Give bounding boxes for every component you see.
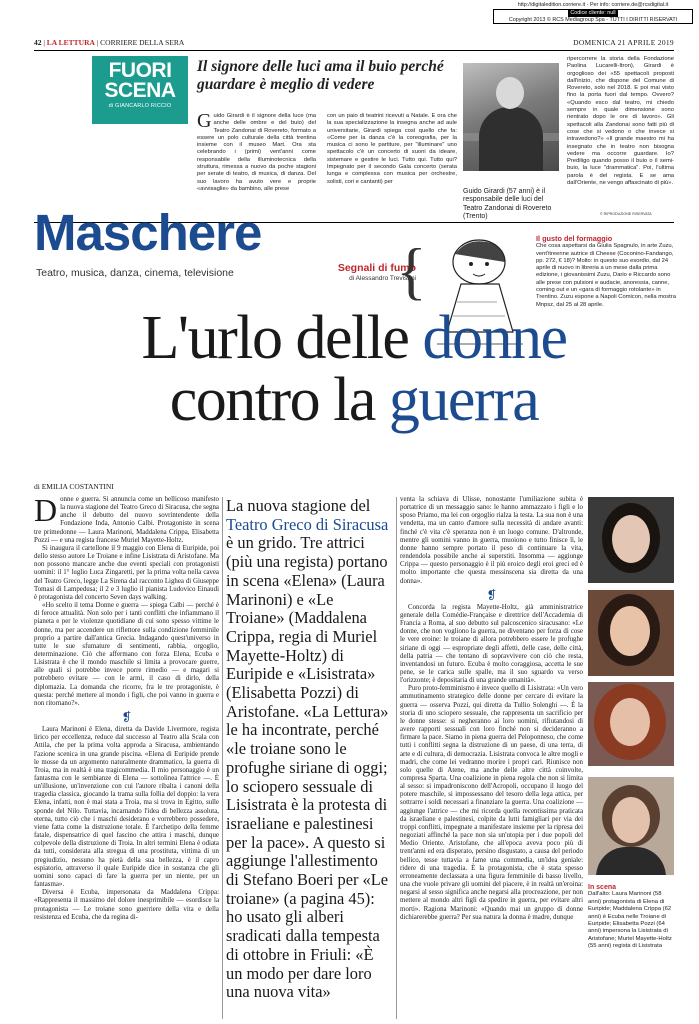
fuori-scena-column-3: ripercorrere la storia della Fondazione Paolina Lucarelli-Itron), Girardi è orgoglioso dei «55 spettacoli proposti dall'inizio, che dispone del Comune di Rovereto, solo nel 2018. E poi mai visto fino la porta fuori dal tempo. Ovvero? «Quando esco dal teatro, mi chiedo sempre in quale dimensione sono rientrato dopo le ore di lavoro». Gli spettacoli alla Zandonai sono fatti più di cose che si vedono o che invece si intravedono?» «Il grande maestro mi ha insegnato che in teatro non bisogna vedere ma occorre guardare. Io? Prediligo quando posso il buio o il semi-buio, la luce "drammatica". Poi, l'ultima parola è del regista. E se ama dall'Oriente, ne vengo affascinato di più». — [567, 56, 674, 187]
brace-icon: { — [396, 235, 427, 306]
fuori-scena-author: di GIANCARLO RICCIO — [108, 103, 172, 109]
paragraph: Si inaugura il cartellone il 9 maggio con Elena di Euripide, poi dello stesso autore Le Troiane e infine Lisistrata di Aristofane. Ma non possono mancare anche due eventi speciali con protagonisti uomini: il 1° luglio Luca Zingaretti, per la prima volta nella cavea del Teatro Greco, legge La Sirena dal racconto Lighea di Giuseppe Tomasi di Lampedusa; il 2 e 3 luglio il pianista Ludovico Einaudi è protagonista del concerto Seven days walking. — [34, 544, 219, 601]
photo-caption-title: In scena — [588, 884, 617, 891]
gusto-title: Il gusto del formaggio — [536, 234, 613, 243]
fuori-scena-column-2: con un paio di teatrini ricevuti a Natale. E ora che la sua specializzazione la insegna anche ad aule universitarie, Girardi spiega così quello che fa: «Come per la danza c'è la coreografia, per la musica ci sono le partiture, per "illuminare" uno spettacolo c'è un concerto di suoni da ideare, sistemare e gestire le luci. Tutto qui. Tutto qui? Impegnato per il secondo Gala concerto (serata lunga e complessa con musica per orchestre, solisti, cori e cantanti) per — [327, 113, 457, 185]
column-rule — [222, 497, 223, 1019]
fuori-scena-text-1: uido Girardi è il signore della luce (ma anche delle ombre e del buio) del Teatro Zandonai di Rovereto, formato a essere un polo culturale della città trentina insieme con il museo Mart. Ora sta celebrando i (primi) vent'anni come responsabile della illuminotecnica della struttura, rimessa a nuovo da poche stagioni per serate di teatro, di musica, di danza. Del suo lavoro ha avuto vere e proprie «avvisaglie» da bambino, alle prese — [197, 113, 316, 192]
stamp-copyright: Copyright 2013 © RCS Mediagroup Spa - TUTTI I DIRITTI RISERVATI — [508, 16, 678, 23]
intro-highlight: Teatro Greco di Siracusa — [226, 514, 389, 534]
maschere-title: Maschere — [34, 204, 262, 261]
fuori-scena-title-2: SCENA — [104, 79, 176, 102]
article-column-3 — [400, 496, 583, 922]
byline: di EMILIA COSTANTINI — [34, 482, 114, 491]
copyright-stamp — [493, 2, 693, 24]
fuori-scena-box — [92, 56, 188, 124]
article-title — [34, 304, 674, 434]
paragraph: Concorda la regista Mayette-Holtz, già amministratrice generale della Comédie-Française e direttrice dell'Accademia di Francia a Roma, al suo debutto sul palcoscenico siracusano: «Le donne, che non vogliono la guerra, ne diventano per forza di cose le vere eroine: le troiane di allora potrebbero essere le profughe siriane di oggi — espropriate degli affetti, delle case, delle città, della patria — che tentano di sopravvivere con ciò che resta, inventandosi un futuro. Ecuba è molto coraggiosa, accetta le sue pene, se le carica sulle spalle, ma il suo sguardo va verso l'orizzonte; è depositaria di una grande umanità». — [400, 603, 583, 685]
fuori-scena-headline: Il signore delle luci ama il buio perché guardare è meglio di vedere — [197, 58, 444, 93]
maschere-subtitle: Teatro, musica, danza, cinema, televisione — [36, 267, 234, 279]
paragraph: Diversa è Ecuba, impersonata da Maddalena Crippa: «Rappresenta il massimo del dolore inesprimibile — esordisce la protagonista — Le troiane sono guerriere della vita e della resistenza ed Ecuba, che da regina di- — [34, 889, 219, 921]
gusto-box — [536, 235, 676, 309]
photo-caption-text: Dall'alto: Laura Marinoni (58 anni) protagonista di Elena di Euripide; Maddalena Crippa (62 anni) è Ecuba nelle Troiane di Euripide; Elisabetta Pozzi (64 anni) impersona la Lisistrata di Aristofane; Muriel Mayette-Holtz (55 anni) regista di Lisistrata — [588, 891, 672, 950]
intro-text-1: La nuova stagione del — [226, 496, 371, 515]
issue-date: DOMENICA 21 APRILE 2019 — [573, 38, 674, 47]
crippa-photo — [588, 590, 674, 676]
stamp-code: Codice cliente: null — [570, 10, 616, 17]
girardi-photo — [463, 63, 559, 171]
stamp-url: http://digitaledition.corriere.it - Per info: corriere.de@rcsdigital.it — [517, 2, 669, 8]
article-drop-cap: D — [34, 492, 58, 528]
title-part-2: contro la — [169, 366, 389, 434]
section-name: LA LETTURA — [46, 38, 95, 47]
header-rule — [34, 50, 674, 51]
column-rule — [396, 497, 397, 1019]
segnali-author: di Alessandro Trevisani — [349, 275, 416, 282]
segnali-title: Segnali di fumo — [337, 262, 416, 274]
paragraph: venta la schiava di Ulisse, nonostante l'umiliazione subita è portatrice di un messaggio sano: le hanno ammazzato i figli e lo sposo Priamo, ma lei con orgoglio rialza la testa. La sua non è una vendetta, ma un canto d'amore sulla necessità di andare avanti: finché c'è vita c'è speranza non è un luogo comune. D'altronde, mentre gli uomini vanno in guerra, muoiono e tutto finisce lì, le donne hanno sempre portato il peso di continuare la vita, rendendola possibile anche ai superstiti. Insomma — aggiunge Crippa — questo personaggio è il più eroico degli eroi greci ed è molto importante che questa messinscena sia diretta da una donna». — [400, 496, 583, 585]
stamp-box — [493, 9, 693, 24]
paragraph-text: onne e guerra. Si annuncia come un bellicoso manifesto la nuova stagione del Teatro Greco di Siracusa, che segna anche il debutto del nuovo sovrintendente della Fondazione Inda, Antonio Calbi. Protagoniste in scena tre primedonne — Laura Marinoni, Maddalena Crippa, Elisabetta Pozzi — e una regista francese Muriel Mayette-Holtz. — [34, 496, 219, 544]
paragraph — [34, 492, 219, 545]
page-number: 42 — [34, 38, 42, 47]
article-column-1 — [34, 492, 219, 922]
girardi-caption: Guido Girardi (57 anni) è il responsabile delle luci del Teatro Zandonai di Rovereto (Trento) — [463, 188, 552, 220]
marinoni-photo — [588, 497, 674, 583]
paragraph: Puro proto-femminismo è invece quello di Lisistrata: «Un vero ammutinamento strategico delle donne per cercare di evitare la guerra — osserva Pozzi, qui diretta da Tullio Solenghi —. È la storia di uno sciopero sessuale, che rappresenta un sacrificio per le donne stesse: si negheranno ai loro uomini, rifiutandosi di avere rapporti sessuali con loro finché non si decideranno a firmare la pace. Siamo in piena guerra del Peloponneso, che come tutti i conflitti segna la distruzione di un paese, di una terra, di arte e di cultura, di democrazia. Lisistrata convoca le altre mogli e madri, che come lei vedranno morire i propri cari. Riunisce non solo quelle di Atene, ma anche delle altre città coinvolte, compresa Sparta. Una coalizione in piena regola che non si limita al sesso: si impadroniscono dell'Acropoli, occupano il luogo del potere maschile, si impossessano del tesoro della lega attica, per sottrarre i soldi necessari a finanziare la guerra. Una coalizione — aggiunge l'attrice — che mi ricorda quella recentissima praticata da israeliane e palestinesi, colpite da lutti famigliari per via dei troppi conflitti, impegnate a manifestare insieme per la ripresa dei negoziati affinché la pace non sia un'utopia per i due popoli del Medio Oriente. Aristofane, che all'epoca aveva poco più di trent'anni ed era disperato, persino disgustato, a causa del periodo bellico, tesse tuttavia a fame una commedia, un'idea geniale: ridere di una tragedia. È la protagonista, che è stata spesso erroneamente declassata a una figura femminile di basso livello, una che vuole privare gli uomini del piacere, è in realtà un'eroina: negarsi al sesso significa anche negarsi alla procreazione, per non mettere al mondo altri figli da spedire in guerra, per evitare altri morti». Ragiona Marinoni: «Quando mai un gruppo di donne dichiarerebbe guerra? Per sua natura la donna è madre, dunque — [400, 685, 583, 921]
page-header: 42 | LA LETTURA | CORRIERE DELLA SERA DOMENICA 21 APRILE 2019 — [34, 38, 674, 47]
title-part-1: L'urlo delle — [141, 304, 423, 372]
drop-cap: G — [197, 110, 212, 132]
rights-notice: © RIPRODUZIONE RISERVATA — [600, 212, 652, 216]
title-blue-2: guerra — [388, 366, 539, 434]
fuori-scena-column-1 — [197, 110, 316, 193]
gusto-text: Che cosa aspettarsi da Giulia Spagnulo, in arte Zuzu, vent'itreenne autrice di Cheese (Coconino-Fandango, pp. 272, € 18)? Molto: in questo suo esordio, dal 24 aprile di nuovo in libreria a un mese dalla prima edizione, i giovanissimi Zuzu, Dario e Riccardo sono alle prese con pulsioni e audacie, anoressia, canne, coming out e un «gara di formaggio rotolante» in Trentino. Zuzu espone a Napoli Comicon, nella mostra Mnpsz, dal 25 al 28 aprile. — [536, 243, 676, 308]
ornament-icon: ❡ — [121, 710, 132, 725]
newspaper-name: CORRIERE DELLA SERA — [100, 38, 185, 47]
mayette-holtz-photo — [588, 777, 674, 875]
paragraph: Laura Marinoni è Elena, diretta da Davide Livermore, regista lirico per eccellenza, reduce dal successo al Teatro alla Scala con Attila, che per la prima volta approda a Siracusa, ambientando l'azione scenica in una grande piscina. «Elena di Euripide prende le mosse da un argomento naturalmente drammatico, la guerra di Troia, ma in realtà è una tragicommedia. Il mio personaggio è un fantasma con le sembianze di Elena — sottolinea l'attrice —. È un'illusione, un'invenzione con cui l'autore ribalta i canoni della tragedia classica, giocando la trama sulla follia del doppio: la vera Elena, infatti, non è mai stata a Troia, ma si trova in Egitto, sulle sponde del Nilo. Tuttavia, incarnando l'idea di bellezza assoluta, eterna, tutto ciò che i maschi desiderano e vorrebbero possedere, viene fatta come la distruzione totale. È l'archetipo della femme fatale, dispensatrice di quel fascino che attira i maschi, dunque colpevole della distruzione di Troia. In altri termini Elena è odiata da tutti, considerata alla stregua di una prostituta, vittima di un pregiudizio, nessuno ha pietà della sua bellezza, è il capro espiatorio, attraverso il quale Euripide dice in sostanza che gli uomini sono capaci di fare la guerra per un niente, per un fantasma». — [34, 726, 219, 889]
title-blue-1: donne — [422, 304, 567, 372]
ornament-icon: ❡ — [486, 587, 497, 602]
paragraph: «Ho scelto il tema Donne e guerra — spiega Calbi — perché è di feroce attualità. Non solo per i tanti conflitti che infiammano il pianeta e per le violenze quotidiane di cui sono spesso vittime le donne, ma per accendere un riflettore sulla condizione femminile proprio a partire dall'antica Grecia. Indagando quest'universo in tutte le sue sfumature di sentimenti, rabbia, orgoglio, determinazione. Ciò che affermano con forza Elena, Ecuba e Lisistrata è che il mondo maschile si limita a provocare guerre, alle quali si potrebbe invece porre rimedio — e magari si potrebbero evitare — con le armi, il caso di dirlo, della diplomazia. La domanda che ricorre, fra le tre protagoniste, è questa: perché mettere al mondo i figli, che poi vanno in guerra e non ritornano?». — [34, 602, 219, 707]
article-intro — [226, 497, 392, 1002]
fuori-scena-title-1: FUORI — [108, 59, 172, 82]
pozzi-photo — [588, 682, 674, 766]
photo-caption — [588, 884, 674, 951]
intro-text-2: è un grido. Tre attrici (più una regista) portano in scena «Elena» (Laura Marinoni) e «Le Troiane» (Maddalena Crippa, regia di Muriel Mayette-Holtz) di Euripide e «Lisistrata» (Elisabetta Pozzi) di Aristofane. «La Lettura» le ha incontrate, perché «le troiane sono le profughe siriane di oggi; lo sciopero sessuale di Lisistrata è la protesta di israeliane e palestinesi per la pace». A questo si aggiunge l'allestimento di Stefano Boeri per «Le troiane» (a pagina 45): ho usato gli alberi sradicati dalla tempesta di ottobre in Friuli: «È un modo per dare loro una nuova vita» — [226, 533, 389, 1002]
